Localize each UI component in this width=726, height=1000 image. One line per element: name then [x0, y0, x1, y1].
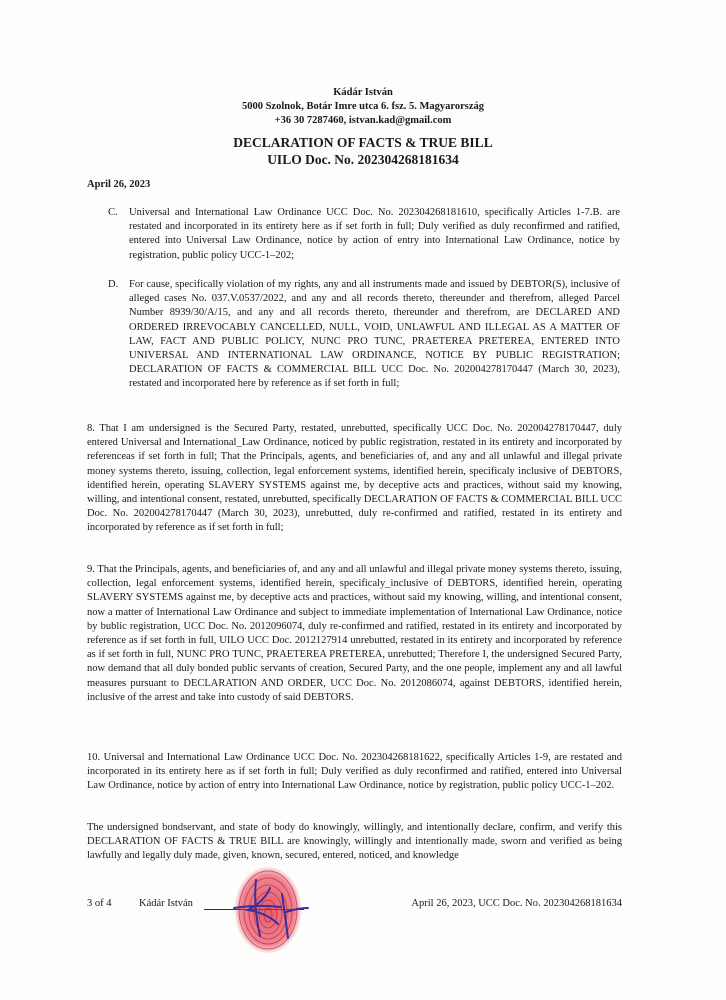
title-line-1: DECLARATION OF FACTS & TRUE BILL [233, 135, 493, 150]
item-c [108, 206, 620, 263]
item-d-text: For cause, specifically violation of my rights, any and all instruments made and issued by DEBTOR(S), inclusive of alleged cases No. 037.V.0537/2022, and any and all records thereto, thereunder and therefrom, alleged Parcel Number 8939/30/A/15, and any and all records thereto, thereunder and therefrom, are DECLARED AND ORDERED IRREVOCABLY CANCELLED, NULL, VOID, UNLAWFUL AND ILLEGAL AS A MATTER OF LAW, FACT AND PUBLIC POLICY, NUNC PRO TUNC, PRAETEREA PRETEREA, ENTERED INTO UNIVERSAL AND INTERNATIONAL LAW ORDINANCE, NOTICE BY PUBLIC REGISTRATION; DECLARATION OF FACTS & COMMERCIAL BILL UCC Doc. No. 202004278170447 (March 30, 2023), restated and incorporated here by reference as if set forth in full; [129, 279, 620, 390]
title-line-2: UILO Doc. No. 202304268181634 [267, 152, 459, 167]
document-date: April 26, 2023 [87, 179, 151, 190]
item-c-marker: C. [108, 207, 118, 218]
paragraph-8: 8. That I am undersigned is the Secured Party, restated, unrebutted, specifically UCC Doc. No. 202004278170447, duly entered Universal and International_Law Ordinance, noticed by public registration, restated in its entirety and incorporated by referenceas if set forth in full; That the Principals, agents, and beneficiaries of, and any and all unlawful and illegal private money systems thereto, issuing, collection, legal enforcement systems, identified herein, specificaly inclusive of DEBTORS, identified herein, operating SLAVERY SYSTEMS against me, by deceptive acts and practices, without said my knowing, willing, and intentional consent, restated, unrebutted, specifically DECLARATION OF FACTS & COMMERCIAL BILL UCC Doc. No. 202004278170447 (March 30, 2023), unrebutted, duly re-confirmed and ratified, restated in its entirety and incorporated by reference as if set forth in full; [87, 423, 622, 534]
paragraph-10: 10. Universal and International Law Ordinance UCC Doc. No. 202304268181622, specifically Articles 1-9, are restated and incorporated in its entirety here as if set forth in full; Duly verified as duly reconfirmed and ratified, entered into Universal Law Ordinance, notice by action of entry into International Law Ordinance, notice by registration, public policy UCC-1–202. [87, 752, 622, 792]
thumbprint-signature [226, 858, 316, 958]
item-d [108, 278, 620, 392]
footer-name: Kádár István [139, 898, 193, 909]
page-number: 3 of 4 [87, 898, 112, 909]
item-d-marker: D. [108, 279, 119, 290]
document-title [0, 134, 726, 168]
paragraph-9: 9. That the Principals, agents, and beneficiaries of, and any and all unlawful and illegal private money systems thereto, issuing, collection, legal enforcement systems, identified herein, specificaly_inclusive of DEBTORS, identified herein, operating SLAVERY SYSTEMS against me, by deceptive acts and practices, without said my knowing, willing, and intentional consent, now a matter of International Law Ordinance and subject to immediate implementation of International Law Ordinance, notice by bublic registration, UCC Doc. No. 2012096074, duly re-confirmed and ratified, restated in its entirety and incorporated by reference as if set forth in full, UILO UCC Doc. 2012127914 unrebutted, restated in its entirety and incorporated by reference as if set forth in full, NUNC PRO TUNC, PRAETEREA PRETEREA, unrebutted; Therefore I, the undersigned Secured Party, now demand that all duly bonded public servants of creation, Secured Party, and the one people, implement any and all lawful measures pursuant to DECLARATION AND ORDER, UCC Doc. No. 2012086074, against DEBTORS, identified herein, inclusive of the arrest and take into custody of said DEBTORS. [87, 564, 622, 703]
sender-contact: +36 30 7287460, istvan.kad@gmail.com [274, 115, 452, 126]
letterhead [0, 86, 726, 128]
closing-paragraph: The undersigned bondservant, and state of body do knowingly, willingly, and intentionally declare, confirm, and verify this DECLARATION OF FACTS & TRUE BILL are knowingly, willingly and intentionally made, sworn and verified as being lawfully and legally duly made, given, known, secured, entered, noticed, and knowledge [87, 822, 622, 862]
footer-doc-ref: April 26, 2023, UCC Doc. No. 202304268181634 [411, 898, 622, 909]
sender-address: 5000 Szolnok, Botár Imre utca 6. fsz. 5. Magyarország [241, 101, 485, 112]
sender-name: Kádár István [333, 87, 393, 98]
item-c-text: Universal and International Law Ordinance UCC Doc. No. 202304268181610, specifically Articles 1-7.B. are restated and incorporated in its entirety here as if set forth in full; Duly verified as duly reconfirmed and ratified, entered into Universal Law Ordinance, notice by action of entry into International Law Ordinance, notice by registration, public policy UCC-1–202; [129, 207, 620, 261]
